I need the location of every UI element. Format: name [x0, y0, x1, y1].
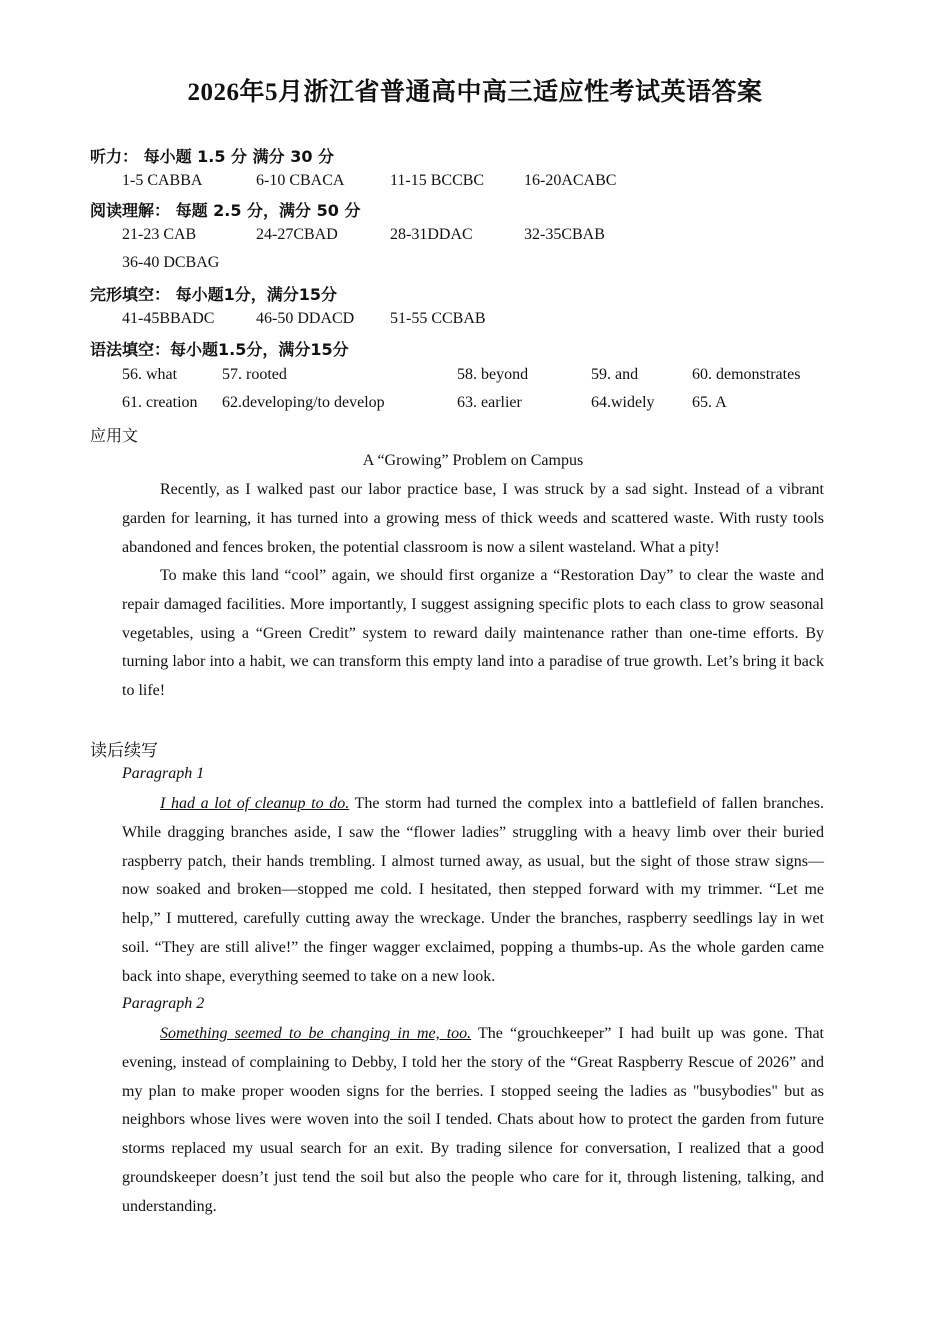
answer-item: 58. beyond [457, 366, 529, 383]
answer-item: 56. what [122, 366, 178, 383]
paragraph-2-lead: Something seemed to be changing in me, too. [160, 1025, 472, 1042]
answer-group: 21-23 CAB [122, 226, 197, 243]
continuation-paragraph-2 [122, 1020, 824, 1222]
answer-group: 24-27CBAD [256, 226, 338, 243]
answer-group: 1-5 CABBA [122, 172, 203, 189]
answer-group: 28-31DDAC [390, 226, 473, 243]
answer-item: 64.widely [591, 394, 655, 411]
answer-group: 6-10 CBACA [256, 172, 345, 189]
paragraph-1-label: Paragraph 1 [122, 765, 205, 782]
paragraph-2-label: Paragraph 2 [122, 995, 205, 1012]
essay-paragraph-2: To make this land “cool” again, we should first organize a “Restoration Day” to clear the waste and repair damaged facilities. More importantly, I suggest assigning specific plots to each class to grow seasonal vegetables, using a “Green Credit” system to reward daily maintenance rather than one-time efforts. By turning labor into a habit, we can transform this empty land into a paradise of true growth. Let’s bring it back to life! [122, 567, 824, 700]
answer-group: 11-15 BCCBC [390, 172, 485, 189]
cloze-header: 完形填空： 每小题1分，满分15分 [90, 285, 337, 304]
essay-paragraph-1: Recently, as I walked past our labor practice base, I was struck by a sad sight. Instead of a vibrant garden for learning, it has turned into a growing mess of thick weeds and scattered waste. With rusty tools abandoned and fences broken, the potential classroom is now a silent wasteland. What a pity! [122, 481, 824, 556]
answer-group: 32-35CBAB [524, 226, 605, 243]
answer-item: 63. earlier [457, 394, 522, 411]
answer-group: 41-45BBADC [122, 310, 215, 327]
paragraph-2-body: The “grouchkeeper” I had built up was gone. That evening, instead of complaining to Debby, I told her the story of the “Great Raspberry Rescue of 2026” and my plan to make proper wooden signs for the berries. I stopped seeing the ladies as "busybodies" but as neighbors whose lives were woven into the soil I tended. Chats about how to protect the garden from future storms replaced my usual search for an exit. By trading silence for conversation, I realized that a good groundskeeper doesn’t just tend the soil but also the people who care for it, through listening, talking, and understanding. [122, 1025, 824, 1215]
answer-group: 51-55 CCBAB [390, 310, 486, 327]
essay-title: A “Growing” Problem on Campus [362, 452, 584, 469]
answer-item: 61. creation [122, 394, 198, 411]
page-title: 2026年5月浙江省普通高中高三适应性考试英语答案 [187, 79, 763, 106]
answer-item: 62.developing/to develop [222, 394, 385, 411]
answer-group: 16-20ACABC [524, 172, 617, 189]
paragraph-1-lead: I had a lot of cleanup to do. [160, 795, 350, 812]
answer-group: 46-50 DDACD [256, 310, 355, 327]
answer-item: 57. rooted [222, 366, 287, 383]
applied-writing-header: 应用文 [90, 426, 139, 445]
answer-item: 59. and [591, 366, 639, 383]
answer-item: 65. A [692, 394, 727, 411]
answer-item: 60. demonstrates [692, 366, 801, 383]
listening-header: 听力： 每小题 1.5 分 满分 30 分 [90, 147, 335, 166]
answer-group: 36-40 DCBAG [122, 254, 220, 271]
continuation-paragraph-1 [122, 790, 824, 992]
reading-header: 阅读理解： 每题 2.5 分，满分 50 分 [90, 201, 361, 220]
grammar-header: 语法填空：每小题1.5分，满分15分 [90, 340, 349, 359]
continuation-header: 读后续写 [90, 741, 158, 761]
paragraph-1-body: The storm had turned the complex into a battlefield of fallen branches. While dragging branches aside, I saw the “flower ladies” struggling with a heavy limb over their buried raspberry patch, their hands trembling. I almost turned away, as usual, but the sight of those straw signs—now soaked and broken—stopped me cold. I hesitated, then stepped forward with my trimmer. “Let me help,” I muttered, carefully cutting away the wreckage. Under the branches, raspberry seedlings lay in wet soil. “They are still alive!” the finger wagger exclaimed, popping a thumbs-up. As the whole garden came back into shape, everything seemed to take on a new look. [122, 795, 825, 985]
